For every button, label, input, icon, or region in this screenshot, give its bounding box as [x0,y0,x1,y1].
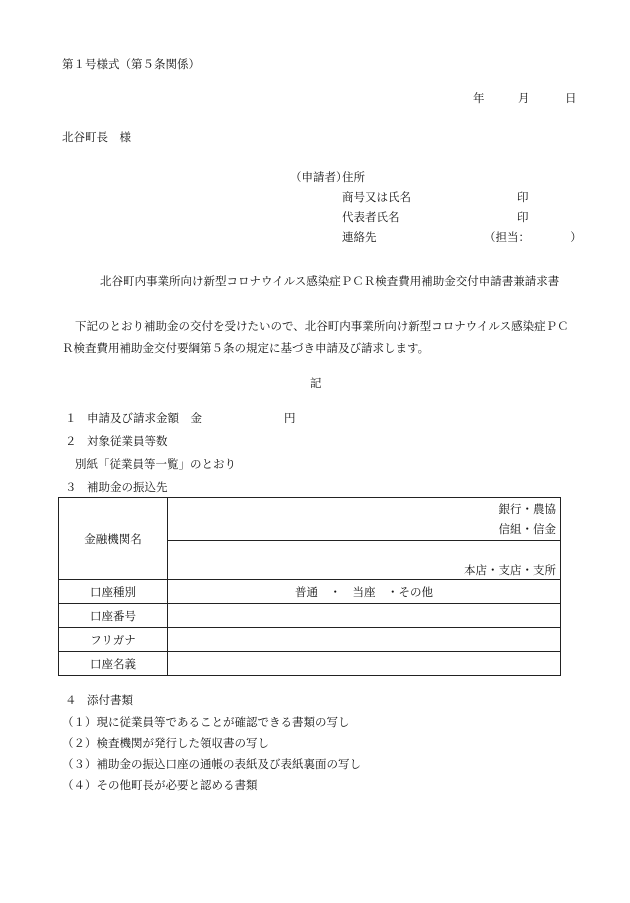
document-title: 北谷町内事業所向け新型コロナウイルス感染症ＰＣＲ検査費用補助金交付申請書兼請求書 [100,274,560,288]
form-id: 第１号様式（第５条関係） [62,57,200,71]
section3-label: 補助金の振込先 [87,480,168,494]
date-day: 日 [565,91,577,105]
seal-mark: 印 [517,190,529,204]
institution-types-1: 銀行・農協 [498,502,556,516]
institution-name-area [168,498,560,541]
furigana-label: フリガナ [59,628,168,652]
attachment-item: （２）検査機関が発行した領収書の写し [62,736,269,750]
addressee: 北谷町長 様 [62,130,131,144]
applicant-address-label: 住所 [342,170,365,184]
account-number-label: 口座番号 [59,604,168,628]
body-line: Ｒ検査費用補助金交付要綱第５条の規定に基づき申請及び請求します。 [62,341,430,355]
institution-field[interactable] [168,498,561,580]
section4-number: ４ [65,693,77,707]
section1-number: １ [65,411,77,425]
ki-heading: 記 [310,376,322,390]
account-type-options[interactable]: 普通 ・ 当座 ・その他 [168,580,561,604]
body-line: 下記のとおり補助金の交付を受けたいので、北谷町内事業所向け新型コロナウイルス感染症ＰＣ [75,319,569,333]
account-number-row [59,604,561,628]
applicant-representative-label: 代表者氏名 [342,210,400,224]
section2-label: 対象従業員等数 [87,434,168,448]
institution-label: 金融機関名 [59,498,168,580]
attachment-item: （１）現に従業員等であることが確認できる書類の写し [62,715,350,729]
furigana-field[interactable] [168,628,561,652]
section3-number: ３ [65,480,77,494]
applicant-label: （申請者） [290,170,348,184]
section1-unit: 円 [284,411,296,425]
applicant-trade-name-label: 商号又は氏名 [342,190,411,204]
account-name-label: 口座名義 [59,652,168,676]
institution-row [59,498,561,580]
account-name-row [59,652,561,676]
section2-detail: 別紙「従業員等一覧」のとおり [75,457,236,471]
applicant-contact-label: 連絡先 [342,230,377,244]
seal-mark: 印 [517,210,529,224]
account-name-field[interactable] [168,652,561,676]
attachment-item: （３）補助金の振込口座の通帳の表紙及び表紙裏面の写し [62,757,361,771]
attachment-item: （４）その他町長が必要と認める書類 [62,778,258,792]
account-number-field[interactable] [168,604,561,628]
branch-name-area [168,541,560,579]
furigana-row [59,628,561,652]
account-type-row [59,580,561,604]
bank-transfer-table [58,497,561,676]
date-month: 月 [518,91,530,105]
branch-types: 本店・支店・支所 [464,563,556,577]
institution-types-2: 信組・信金 [498,522,556,536]
account-type-label: 口座種別 [59,580,168,604]
section1-label: 申請及び請求金額 金 [87,411,202,425]
person-in-charge: （担当： ） [484,230,582,244]
section2-number: ２ [65,434,77,448]
section4-label: 添付書類 [87,693,133,707]
date-year: 年 [473,91,485,105]
